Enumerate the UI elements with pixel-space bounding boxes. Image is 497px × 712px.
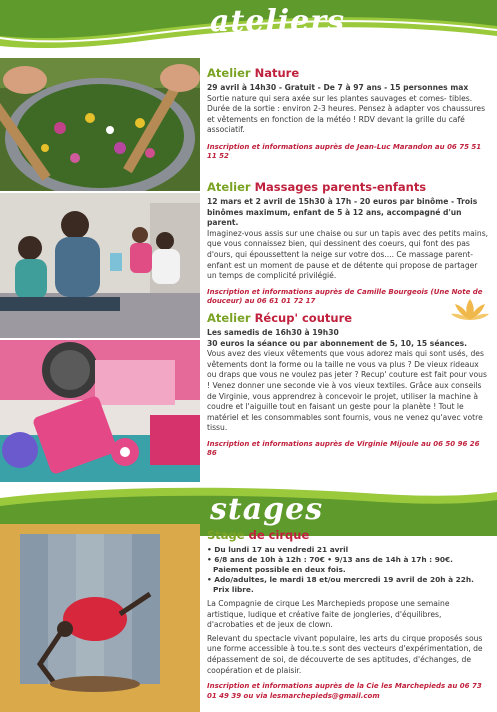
atelier-recup-price: 30 euros la séance ou par abonnement de 5, 10, 15 séances. — [207, 338, 468, 348]
stage-cirque-contact: Inscription et informations auprès de la Cie les Marchepieds au 06 73 01 49 39 ou via lesmarchepieds@gmail.com — [207, 682, 482, 700]
title-main: Massages parents-enfants — [254, 180, 427, 194]
atelier-nature-details: 29 avril à 14h30 - Gratuit - De 7 à 97 ans - 15 personnes max — [207, 83, 469, 92]
massage-photo — [0, 193, 200, 338]
atelier-recup-schedule: Les samedis de 16h30 à 19h30 — [207, 328, 339, 337]
stage-cirque-para2: Relevant du spectacle vivant populaire, les arts du cirque proposés sous une forme accessible à tou.te.s sont des vecteurs d'expérimentation, de dépassement de soi, de découverte de ses aptitudes, d'échanges, de coopération et de plaisir. — [207, 633, 483, 675]
atelier-massages-details: 12 mars et 2 avril de 15h30 à 17h - 20 euros par binôme - Trois binômes maximum, enfant de 5 à 12 ans, accompagné d'un parent. — [207, 197, 478, 228]
atelier-recup-title — [207, 311, 489, 325]
title-prefix: Stage — [207, 528, 245, 542]
atelier-massages-body: Imaginez-vous assis sur une chaise ou sur un tapis avec des petits mains, que vous connaissez bien, qui dessinent des coeurs, qui font des pas d'ours, qui époussettent la neige sur votre dos.... Ce massage parent-enfant est un moment de pause et de détente qui propose de partager un temps de complicité privilégié. — [207, 228, 489, 281]
ateliers-heading: ateliers — [210, 4, 345, 39]
stage-cirque-title — [207, 528, 489, 542]
salad-bowl-photo — [0, 58, 200, 191]
title-prefix: Atelier — [207, 66, 251, 80]
atelier-recup-contact: Inscription et informations auprès de Virginie Mijoule au 06 50 96 26 86 — [207, 439, 480, 458]
atelier-nature-section — [207, 66, 489, 162]
stage-cirque-para1: La Compagnie de cirque Les Marchepieds propose une semaine artistique, ludique et créative faite de jongleries, d'équilibres, d'acrobaties et de jeux de clown. — [207, 599, 450, 630]
title-main: de cirque — [248, 528, 310, 542]
stage-cirque-bullet: • Ado/adultes, le mardi 18 et/ou mercredi 19 avril de 20h à 22h. Prix libre. — [207, 575, 474, 594]
atelier-nature-body: Sortie nature qui sera axée sur les plantes sauvages et comes- tibles. Durée de la sortie : environ 2-3 heures. Pensez à adapter vos chaussures et vêtements en fonction de la météo ! RDV devant la grille du café associatif. — [207, 93, 486, 135]
ateliers-header-band — [0, 0, 497, 58]
atelier-massages-contact: Inscription et informations auprès de Camille Bourgeois (Une Note de douceur) au 06 61 01 72 17 — [207, 287, 483, 306]
title-main: Nature — [254, 66, 300, 80]
stages-heading: stages — [210, 492, 324, 527]
atelier-massages-section — [207, 180, 489, 307]
title-main: Récup' couture — [254, 311, 353, 325]
stage-cirque-section — [207, 528, 489, 701]
atelier-recup-body: Vous avez des vieux vêtements que vous adorez mais qui sont usés, des vêtements dont la forme ou la taille ne vous va plus ? De vieux rideaux ou draps que vous ne voulez pas jeter ? Recup' couture est fait pour vous ! Venez donner une seconde vie à vos vieux textiles. Grâce aux conseils de Virginie, vous apprendrez à concevoir le projet, utiliser la machine à coudre et l'aiguille tout en faisant un geste pour la planète ! Tout le matériel et les consommables sont fournis, vous ne venez qu'avec votre tissu. — [207, 349, 487, 433]
atelier-nature-title — [207, 66, 489, 80]
atelier-nature-contact: Inscription et informations auprès de Jean-Luc Marandon au 06 75 51 11 52 — [207, 142, 482, 161]
stage-cirque-bullet: • Du lundi 17 au vendredi 21 avril — [207, 545, 349, 554]
atelier-recup-section — [207, 311, 489, 459]
stage-cirque-bullet: • 6/8 ans de 10h à 12h : 70€ • 9/13 ans de 14h à 17h : 90€. Paiement possible en deux fois. — [207, 555, 453, 574]
circus-photo — [0, 524, 200, 712]
sewing-photo — [0, 340, 200, 482]
atelier-massages-title — [207, 180, 489, 194]
title-prefix: Atelier — [207, 180, 251, 194]
title-prefix: Atelier — [207, 311, 251, 325]
